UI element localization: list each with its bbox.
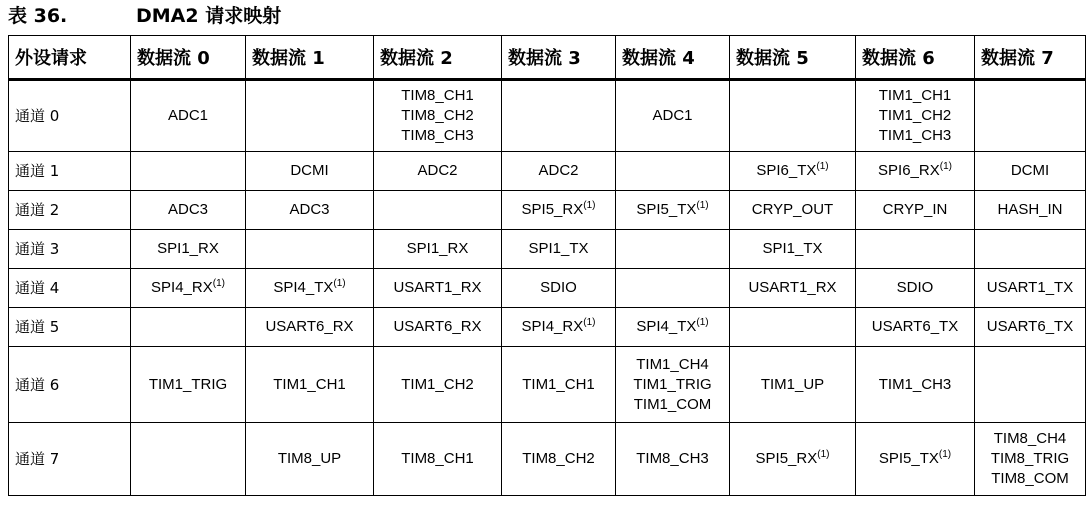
request-name [616,355,729,375]
header-stream-3: 数据流 3 [502,36,616,80]
request-text: SPI1_RX [157,240,219,257]
table-cell [502,269,616,308]
request-name [374,86,501,106]
request-text: DCMI [290,162,329,179]
request-text: SPI1_TX [528,240,589,257]
table-cell [975,269,1086,308]
table-cell [616,80,730,152]
table-cell [131,191,246,230]
request-name [975,161,1085,181]
channel-label: 通道 4 [9,269,131,308]
table-cell [131,230,246,269]
table-cell [856,191,975,230]
channel-label: 通道 7 [9,423,131,496]
header-stream-7: 数据流 7 [975,36,1086,80]
table-row [9,152,1086,191]
table-cell [374,80,502,152]
request-name [856,375,974,395]
request-name [730,239,855,259]
request-text: TIM8_COM [991,470,1069,487]
table-cell [730,191,856,230]
request-text: TIM8_CH2 [401,107,474,124]
request-name [616,395,729,415]
request-text: TIM8_CH3 [401,127,474,144]
table-cell [856,230,975,269]
request-text: USART1_TX [986,279,1074,296]
footnote-marker: (1) [939,161,952,172]
table-cell [502,308,616,347]
table-cell [730,347,856,423]
request-name [730,278,855,298]
channel-label: 通道 6 [9,347,131,423]
request-name [975,317,1085,337]
table-cell [246,347,374,423]
request-name [616,200,729,220]
request-text: SPI6_TX [756,162,817,179]
table-cell [856,423,975,496]
request-text: ADC2 [538,162,579,179]
table-row [9,269,1086,308]
header-stream-4: 数据流 4 [616,36,730,80]
request-text: TIM1_UP [760,375,825,393]
table-cell [730,269,856,308]
table-cell [616,423,730,496]
footnote-marker: (1) [938,449,952,460]
table-cell [730,423,856,496]
request-text: TIM8_TRIG [990,450,1070,467]
table-cell [374,152,502,191]
footnote-marker: (1) [696,317,709,328]
request-name [616,317,729,337]
request-name [856,126,974,146]
request-text: HASH_IN [997,201,1063,218]
request-text: TIM1_CH2 [878,107,952,124]
request-text: CRYP_OUT [751,201,834,218]
table-cell [856,80,975,152]
table-cell [246,308,374,347]
table-cell [616,308,730,347]
request-text: SDIO [540,279,577,296]
table-cell [730,308,856,347]
request-name [975,429,1085,449]
footnote-marker: (1) [816,161,829,172]
request-text: TIM1_CH3 [878,127,952,144]
request-text: ADC1 [652,107,693,124]
request-text: SPI4_RX [521,318,584,335]
request-name [616,375,729,395]
request-name [856,449,974,469]
request-text: TIM8_CH1 [401,450,474,467]
request-text: TIM1_CH1 [273,375,346,393]
table-cell [374,191,502,230]
table-cell [246,191,374,230]
header-stream-1: 数据流 1 [246,36,374,80]
channel-label: 通道 5 [9,308,131,347]
table-cell [975,308,1086,347]
request-name [856,161,974,181]
request-name [374,449,501,469]
request-name [616,449,729,469]
request-text: SPI5_RX [521,201,584,218]
request-text: ADC1 [167,107,208,124]
request-name [374,161,501,181]
request-name [374,239,501,259]
channel-label: 通道 3 [9,230,131,269]
request-text: SPI6_RX [878,162,940,179]
request-text: TIM1_CH1 [522,375,595,393]
request-name [246,278,373,298]
table-title: DMA2 请求映射 [136,5,282,27]
table-cell [975,230,1086,269]
footnote-marker: (1) [583,200,596,211]
request-name [502,200,615,220]
request-name [730,161,855,181]
header-stream-6: 数据流 6 [856,36,975,80]
request-name [502,161,615,181]
request-text: TIM8_UP [277,450,342,467]
request-text: USART6_TX [871,318,959,335]
table-row [9,80,1086,152]
request-name [131,375,245,395]
request-text: USART1_RX [393,279,482,296]
header-stream-2: 数据流 2 [374,36,502,80]
table-cell [616,191,730,230]
request-name [856,106,974,126]
request-name [374,106,501,126]
request-name [246,200,373,220]
table-cell [502,80,616,152]
request-text: TIM8_CH2 [522,450,595,467]
request-name [246,449,373,469]
table-cell [502,152,616,191]
request-text: TIM1_CH3 [878,375,952,393]
header-peripheral-request: 外设请求 [9,36,131,80]
table-cell [374,347,502,423]
table-cell [246,269,374,308]
table-row [9,308,1086,347]
request-name [502,317,615,337]
request-name [374,375,501,395]
request-name [856,200,974,220]
table-cell [131,269,246,308]
table-number: 表 36. [8,5,68,27]
channel-label: 通道 0 [9,80,131,152]
request-text: USART6_RX [265,318,354,335]
table-cell [856,308,975,347]
channel-label: 通道 1 [9,152,131,191]
table-cell [975,191,1086,230]
table-cell [856,269,975,308]
footnote-marker: (1) [817,449,830,460]
footnote-marker: (1) [333,278,346,289]
request-name [502,278,615,298]
request-text: ADC3 [289,201,330,218]
table-cell [975,152,1086,191]
request-text: SPI4_RX [151,279,213,296]
table-cell [502,423,616,496]
request-text: SPI4_TX [273,279,334,296]
request-name [374,317,501,337]
request-name [131,200,245,220]
table-cell [246,80,374,152]
dma2-request-mapping-table [8,35,1086,496]
header-row [9,36,1086,80]
request-text: DCMI [1010,162,1050,179]
request-name [246,317,373,337]
request-name [856,317,974,337]
request-text: ADC2 [417,162,458,179]
table-cell [502,347,616,423]
request-name [374,278,501,298]
request-name [856,86,974,106]
request-text: TIM1_CH1 [878,87,952,104]
request-text: SDIO [896,279,934,296]
table-cell [616,347,730,423]
request-text: TIM1_TRIG [633,375,712,393]
request-name [131,239,245,259]
table-row [9,230,1086,269]
request-name [975,469,1085,489]
table-cell [131,347,246,423]
table-cell [374,308,502,347]
request-name [730,449,855,469]
footnote-marker: (1) [212,278,225,289]
table-cell [975,347,1086,423]
request-text: TIM1_CH2 [401,375,474,393]
table-cell [502,230,616,269]
table-cell [502,191,616,230]
table-cell [374,423,502,496]
request-text: SPI5_TX [878,450,939,467]
table-cell [856,152,975,191]
table-row [9,423,1086,496]
request-name [246,375,373,395]
table-caption [8,3,281,29]
table-cell [131,308,246,347]
table-cell [730,230,856,269]
request-name [246,161,373,181]
table-cell [616,269,730,308]
table-cell [246,230,374,269]
request-name [502,239,615,259]
request-text: SPI5_TX [636,201,697,218]
request-text: CRYP_IN [882,201,948,218]
table-cell [246,152,374,191]
header-stream-0: 数据流 0 [131,36,246,80]
table-cell [616,152,730,191]
request-text: TIM8_CH1 [401,87,474,104]
table-cell [856,347,975,423]
request-name [730,200,855,220]
request-name [856,278,974,298]
footnote-marker: (1) [583,317,596,328]
request-text: TIM1_COM [633,395,712,413]
table-cell [975,80,1086,152]
request-name [975,278,1085,298]
request-text: SPI1_RX [406,240,469,257]
request-text: TIM1_CH4 [636,355,709,373]
request-text: SPI4_TX [636,318,697,335]
request-text: USART1_RX [748,279,837,296]
request-text: TIM8_CH4 [993,430,1067,447]
request-text: TIM1_TRIG [148,375,228,393]
table-row [9,347,1086,423]
request-name [616,106,729,126]
request-name [502,375,615,395]
request-name [131,106,245,126]
request-name [131,278,245,298]
table-cell [131,152,246,191]
request-name [975,200,1085,220]
request-text: ADC3 [167,201,208,218]
request-text: USART6_RX [393,318,482,335]
request-name [502,449,615,469]
footnote-marker: (1) [696,200,709,211]
request-name [975,449,1085,469]
request-text: SPI1_TX [762,240,823,257]
request-name [730,375,855,395]
request-name [374,126,501,146]
request-text: TIM8_CH3 [636,450,709,467]
table-cell [374,230,502,269]
table-row [9,191,1086,230]
header-stream-5: 数据流 5 [730,36,856,80]
table-cell [730,152,856,191]
table-cell [131,80,246,152]
request-text: SPI5_RX [755,450,818,467]
table-cell [616,230,730,269]
request-text: USART6_TX [986,318,1074,335]
table-cell [131,423,246,496]
table-cell [374,269,502,308]
channel-label: 通道 2 [9,191,131,230]
table-cell [730,80,856,152]
table-cell [975,423,1086,496]
table-cell [246,423,374,496]
